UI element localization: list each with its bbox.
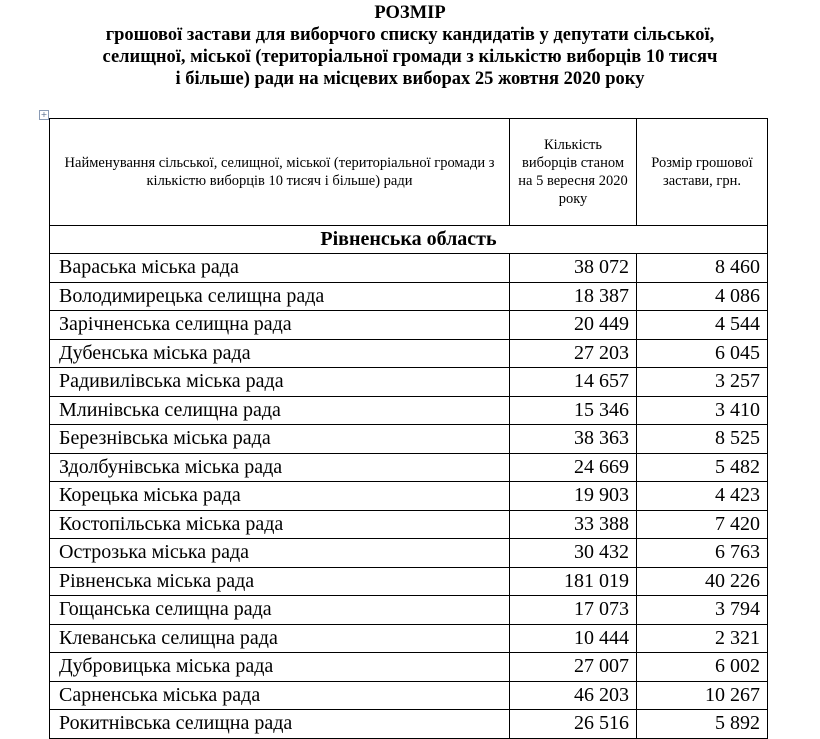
council-name: Острозька міська рада — [50, 539, 510, 568]
voters-count: 46 203 — [510, 681, 637, 710]
deposit-amount: 6 763 — [637, 539, 768, 568]
council-name: Березнівська міська рада — [50, 425, 510, 454]
table-row — [50, 539, 768, 568]
voters-count: 33 388 — [510, 510, 637, 539]
table-move-handle-icon[interactable]: + — [40, 110, 48, 119]
deposit-amount: 4 086 — [637, 282, 768, 311]
deposit-amount: 4 423 — [637, 482, 768, 511]
deposit-amount: 4 544 — [637, 311, 768, 340]
council-name: Сарненська міська рада — [50, 681, 510, 710]
deposit-amount: 5 482 — [637, 453, 768, 482]
table-row — [50, 567, 768, 596]
table-row — [50, 482, 768, 511]
voters-count: 20 449 — [510, 311, 637, 340]
heading-title: РОЗМІР — [374, 3, 446, 23]
table-row — [50, 510, 768, 539]
deposit-amount: 5 892 — [637, 710, 768, 739]
council-name: Дубровицька міська рада — [50, 653, 510, 682]
deposit-amount: 2 321 — [637, 624, 768, 653]
voters-count: 19 903 — [510, 482, 637, 511]
table-row — [50, 653, 768, 682]
voters-count: 181 019 — [510, 567, 637, 596]
heading-line-1: грошової застави для виборчого списку кандидатів у депутати сільської, — [105, 25, 715, 45]
voters-count: 17 073 — [510, 596, 637, 625]
table-row — [50, 368, 768, 397]
council-name: Рівненська міська рада — [50, 567, 510, 596]
deposit-table — [49, 118, 768, 739]
council-name: Зарічненська селищна рада — [50, 311, 510, 340]
voters-count: 38 072 — [510, 254, 637, 283]
voters-count: 27 203 — [510, 339, 637, 368]
header-deposit: Розмір грошової застави, грн. — [637, 119, 768, 226]
voters-count: 38 363 — [510, 425, 637, 454]
table-row — [50, 425, 768, 454]
header-name: Найменування сільської, селищної, міської (територіальної громади з кількістю виборців 10 тисяч і більше) ради — [50, 119, 510, 226]
deposit-amount: 8 525 — [637, 425, 768, 454]
voters-count: 27 007 — [510, 653, 637, 682]
council-name: Володимирецька селищна рада — [50, 282, 510, 311]
table-row — [50, 624, 768, 653]
deposit-amount: 3 257 — [637, 368, 768, 397]
council-name: Дубенська міська рада — [50, 339, 510, 368]
voters-count: 18 387 — [510, 282, 637, 311]
voters-count: 26 516 — [510, 710, 637, 739]
region-row — [50, 226, 768, 254]
voters-count: 15 346 — [510, 396, 637, 425]
council-name: Корецька міська рада — [50, 482, 510, 511]
deposit-amount: 40 226 — [637, 567, 768, 596]
council-name: Вараська міська рада — [50, 254, 510, 283]
heading-line-2: селищної, міської (територіальної громади з кількістю виборців 10 тисяч — [102, 47, 718, 67]
table-row — [50, 596, 768, 625]
deposit-amount: 7 420 — [637, 510, 768, 539]
council-name: Млинівська селищна рада — [50, 396, 510, 425]
deposit-amount: 3 794 — [637, 596, 768, 625]
table-row — [50, 396, 768, 425]
table-row — [50, 339, 768, 368]
document-heading — [0, 2, 820, 90]
heading-line-3: і більше) ради на місцевих виборах 25 жовтня 2020 року — [175, 69, 645, 89]
deposit-amount: 8 460 — [637, 254, 768, 283]
table-row — [50, 282, 768, 311]
deposit-amount: 10 267 — [637, 681, 768, 710]
table-row — [50, 710, 768, 739]
region-name: Рівненська область — [50, 226, 768, 254]
deposit-amount: 3 410 — [637, 396, 768, 425]
table-row — [50, 453, 768, 482]
table-row — [50, 254, 768, 283]
council-name: Клеванська селищна рада — [50, 624, 510, 653]
council-name: Костопільська міська рада — [50, 510, 510, 539]
header-voters: Кількість виборців станом на 5 вересня 2020 року — [510, 119, 637, 226]
voters-count: 14 657 — [510, 368, 637, 397]
deposit-amount: 6 002 — [637, 653, 768, 682]
council-name: Рокитнівська селищна рада — [50, 710, 510, 739]
voters-count: 30 432 — [510, 539, 637, 568]
deposit-amount: 6 045 — [637, 339, 768, 368]
table-header-row — [50, 119, 768, 226]
council-name: Здолбунівська міська рада — [50, 453, 510, 482]
council-name: Радивилівська міська рада — [50, 368, 510, 397]
table-row — [50, 311, 768, 340]
council-name: Гощанська селищна рада — [50, 596, 510, 625]
table-row — [50, 681, 768, 710]
voters-count: 10 444 — [510, 624, 637, 653]
voters-count: 24 669 — [510, 453, 637, 482]
